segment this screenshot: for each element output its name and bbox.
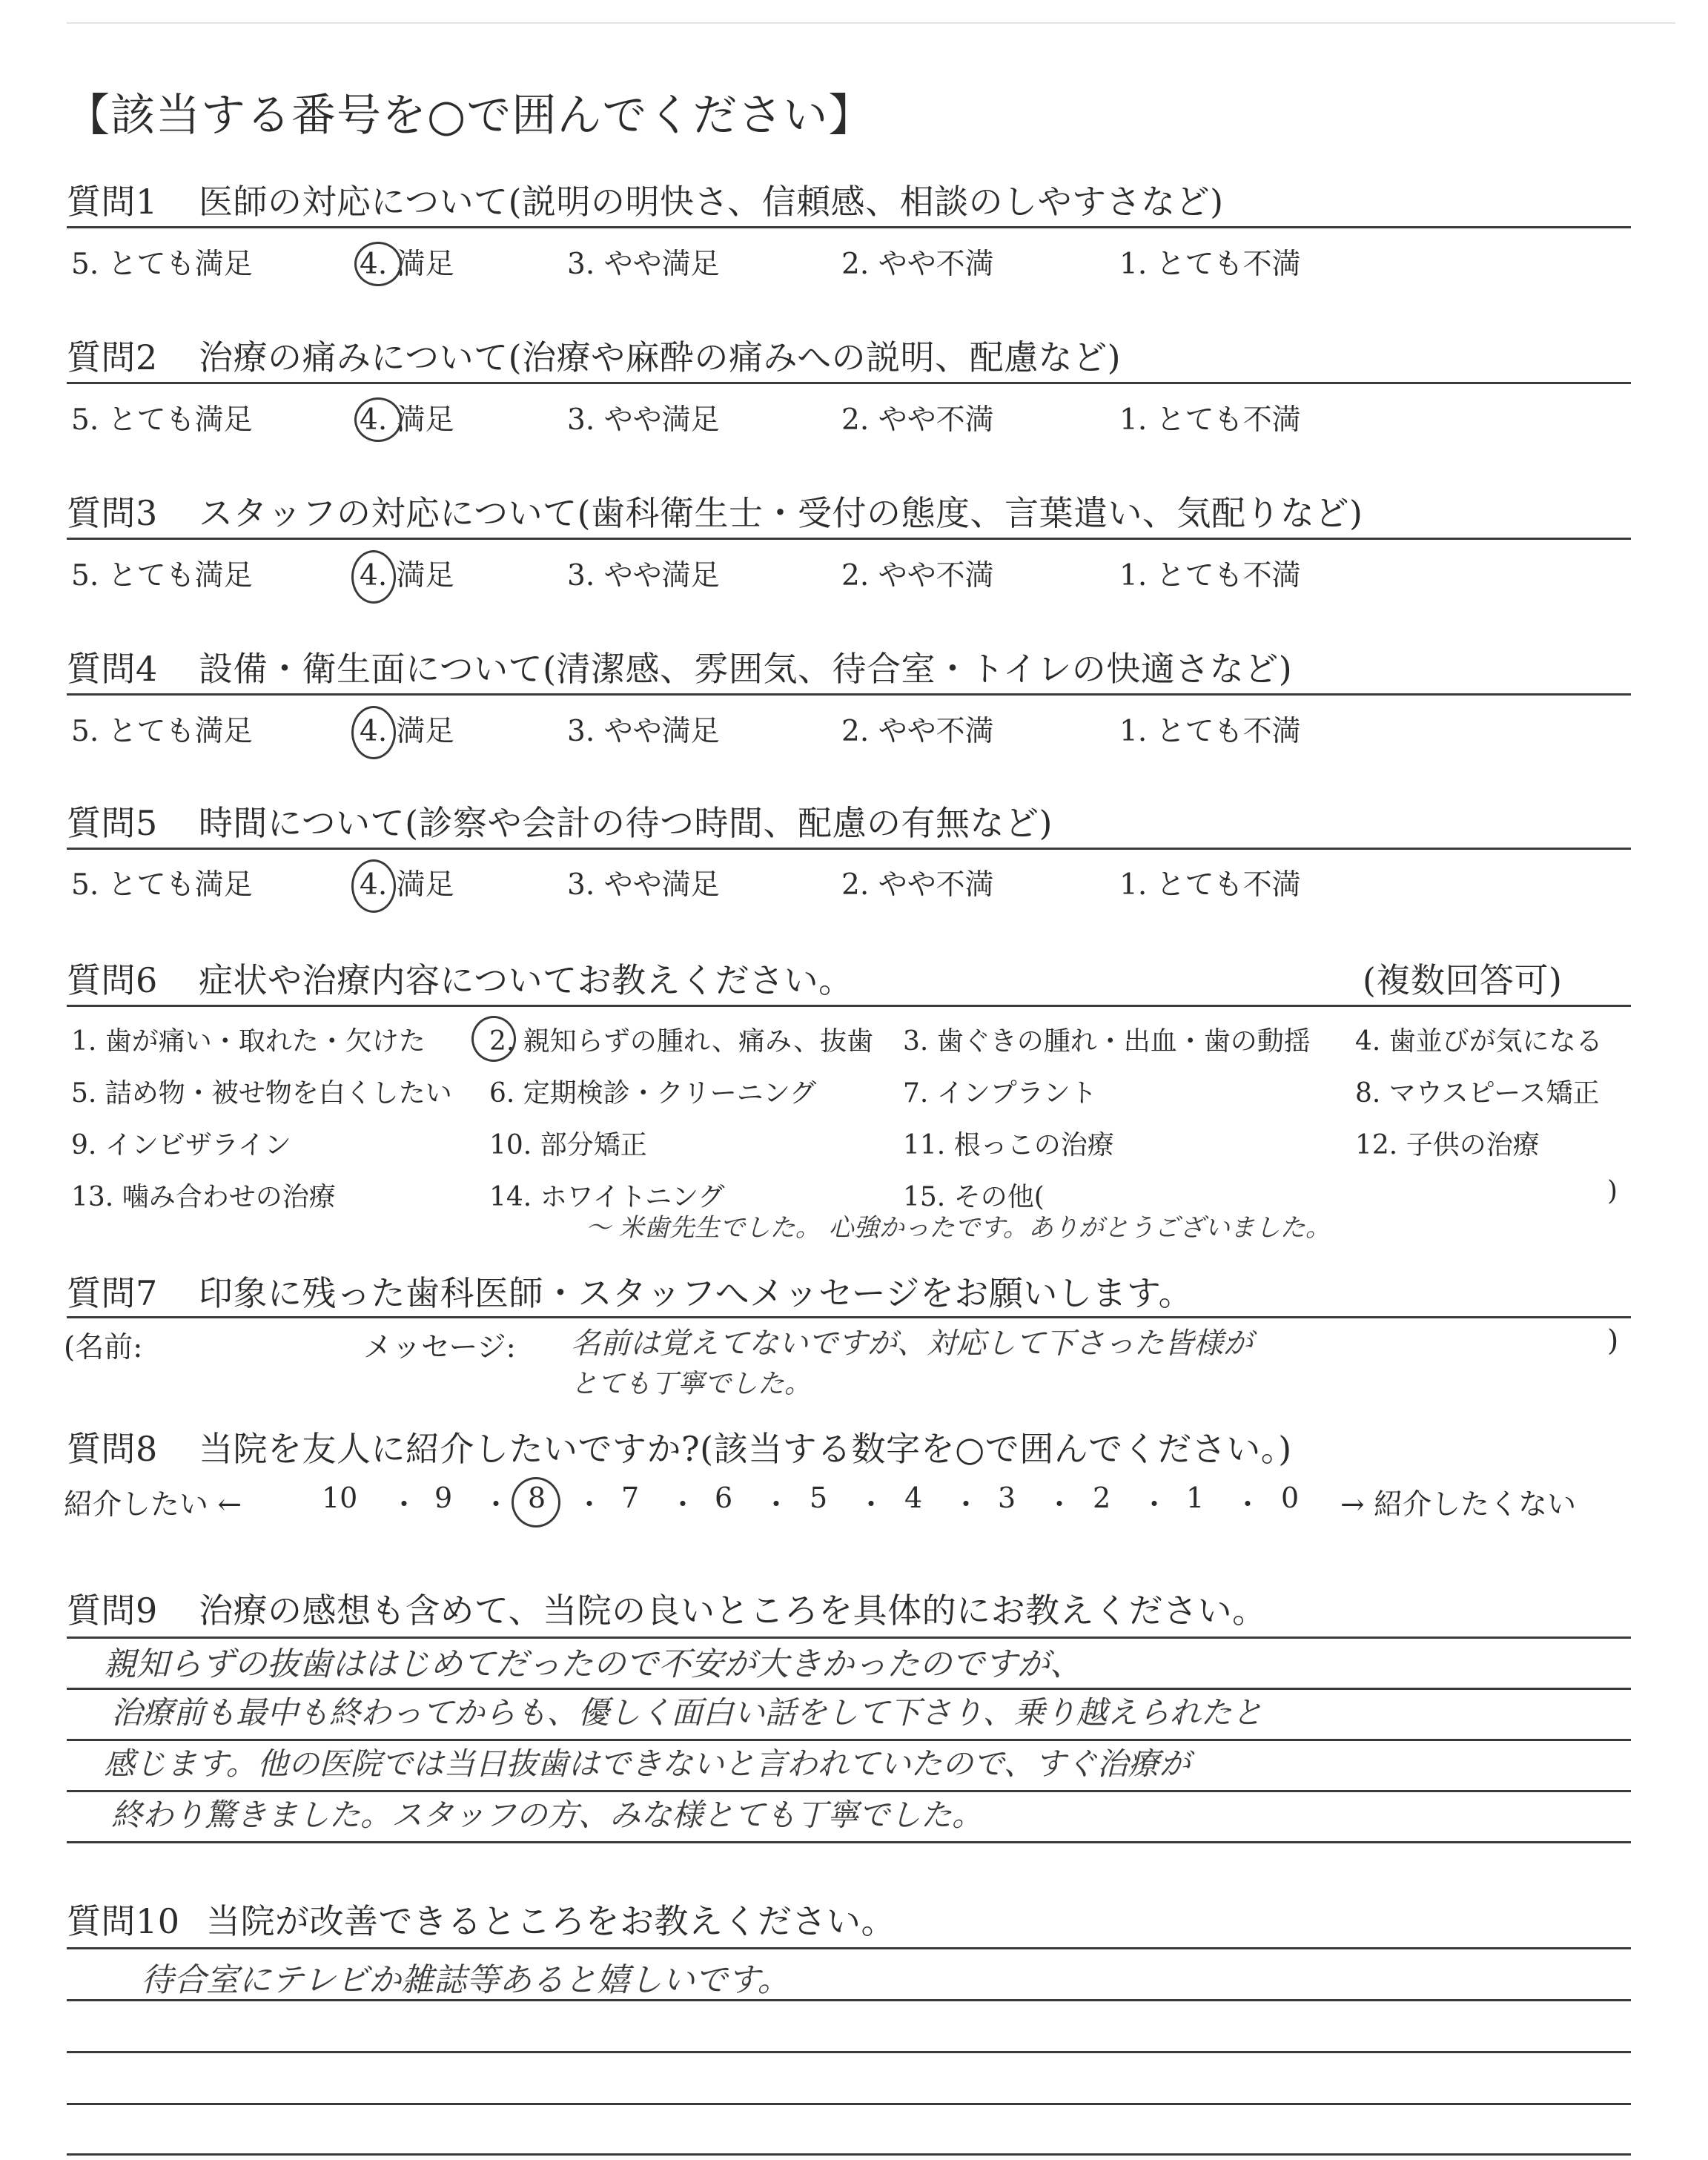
scale-value[interactable]: 10 (322, 1482, 358, 1514)
scale-separator: ・ (390, 1488, 419, 1521)
scale-value[interactable]: 6 (715, 1482, 733, 1514)
answer-line (67, 2051, 1631, 2053)
question-text: 時間について(診察や会計の待つ時間、配慮の有無など) (199, 803, 1053, 843)
answer-line (67, 1841, 1631, 1843)
option-2[interactable]: 2. やや不満 (841, 559, 994, 592)
scale-separator: ・ (482, 1488, 511, 1521)
question-rule (67, 693, 1631, 696)
handwritten-message-line[interactable]: とても丁寧でした。 (571, 1369, 812, 1399)
symptom-option[interactable]: 7. インプラント (903, 1078, 1097, 1109)
page-title: 【該当する番号を○で囲んでください】 (65, 90, 874, 142)
option-3[interactable]: 3. やや満足 (567, 868, 720, 902)
multiple-answers-note: (複数回答可) (1363, 960, 1563, 1000)
scale-separator: ・ (1045, 1488, 1074, 1521)
symptom-option[interactable]: 4. 歯並びが気になる (1355, 1026, 1603, 1057)
scale-value[interactable]: 1 (1186, 1482, 1205, 1514)
selected-circle-mark (354, 397, 402, 442)
scale-separator: ・ (1234, 1488, 1262, 1521)
question-text: 印象に残った歯科医師・スタッフへメッセージをお願いします。 (199, 1273, 1194, 1313)
handwritten-note-above: 〜 米歯先生でした。 心強かったです。ありがとうございました。 (586, 1213, 1331, 1243)
option-4[interactable]: 4. 満足 (360, 715, 454, 748)
question-text: 症状や治療内容についてお教えください。 (199, 960, 853, 1000)
question-rule (67, 226, 1631, 228)
scale-left-label: 紹介したい ← (64, 1488, 242, 1522)
question-label: 質問6 (67, 960, 158, 1000)
scale-value[interactable]: 9 (434, 1482, 453, 1514)
option-4[interactable]: 4. 満足 (360, 248, 454, 281)
option-1[interactable]: 1. とても不満 (1119, 248, 1301, 281)
handwritten-message-line[interactable]: 名前は覚えてないですが、対応して下さった皆様が (571, 1327, 1253, 1361)
symptom-option[interactable]: 2. 親知らずの腫れ、痛み、抜歯 (489, 1026, 874, 1057)
scale-separator: ・ (762, 1488, 791, 1521)
option-5[interactable]: 5. とても満足 (71, 715, 253, 748)
question-label: 質問7 (67, 1273, 158, 1313)
question-label: 質問1 (67, 182, 158, 222)
symptom-option[interactable]: 8. マウスピース矯正 (1355, 1078, 1600, 1109)
symptom-option[interactable]: 14. ホワイトニング (489, 1182, 725, 1212)
handwritten-answer-line[interactable]: 感じます。他の医院では当日抜歯はできないと言われていたので、すぐ治療が (104, 1745, 1191, 1782)
question-rule (67, 848, 1631, 850)
option-2[interactable]: 2. やや不満 (841, 248, 994, 281)
option-1[interactable]: 1. とても不満 (1119, 715, 1301, 748)
scale-value[interactable]: 7 (621, 1482, 640, 1514)
option-5[interactable]: 5. とても満足 (71, 559, 253, 592)
option-3[interactable]: 3. やや満足 (567, 559, 720, 592)
symptom-option[interactable]: 13. 噛み合わせの治療 (71, 1182, 336, 1212)
option-3[interactable]: 3. やや満足 (567, 248, 720, 281)
question-label: 質問10 (67, 1901, 180, 1941)
selected-circle-mark (471, 1016, 516, 1062)
other-close-paren: ) (1607, 1176, 1618, 1206)
scale-separator: ・ (1140, 1488, 1169, 1521)
question-label: 質問8 (67, 1429, 158, 1469)
question-rule (67, 382, 1631, 384)
symptom-option[interactable]: 5. 詰め物・被せ物を白くしたい (71, 1078, 452, 1109)
option-5[interactable]: 5. とても満足 (71, 403, 253, 437)
question-text: 当院が改善できるところをお教えください。 (206, 1901, 896, 1941)
selected-circle-mark (351, 706, 396, 759)
scale-separator: ・ (952, 1488, 981, 1521)
option-2[interactable]: 2. やや不満 (841, 715, 994, 748)
answer-line (67, 1947, 1631, 1949)
selected-circle-mark (351, 859, 396, 913)
message-close-paren: ) (1607, 1324, 1619, 1358)
top-divider (67, 22, 1675, 24)
selected-circle-mark (354, 242, 402, 286)
selected-circle-mark (351, 550, 396, 604)
question-label: 質問3 (67, 493, 158, 533)
option-4[interactable]: 4. 満足 (360, 868, 454, 902)
handwritten-answer-line[interactable]: 待合室にテレビか雑誌等あると嬉しいです。 (141, 1961, 790, 1999)
answer-line (67, 2153, 1631, 2156)
option-4[interactable]: 4. 満足 (360, 559, 454, 592)
handwritten-answer-line[interactable]: 親知らずの抜歯ははじめてだったので不安が大きかったのですが、 (104, 1645, 1082, 1683)
question-text: 当院を友人に紹介したいですか?(該当する数字を○で囲んでください。) (199, 1429, 1292, 1469)
handwritten-answer-line[interactable]: 終わり驚きました。スタッフの方、みな様とても丁寧でした。 (111, 1797, 984, 1833)
option-3[interactable]: 3. やや満足 (567, 715, 720, 748)
symptom-option[interactable]: 1. 歯が痛い・取れた・欠けた (71, 1026, 426, 1057)
scale-separator: ・ (669, 1488, 698, 1521)
option-1[interactable]: 1. とても不満 (1119, 868, 1301, 902)
scale-value[interactable]: 2 (1093, 1482, 1111, 1514)
scale-value[interactable]: 0 (1281, 1482, 1300, 1514)
question-label: 質問4 (67, 649, 158, 689)
question-label: 質問9 (67, 1591, 158, 1631)
answer-line (67, 2103, 1631, 2105)
symptom-option[interactable]: 10. 部分矯正 (489, 1130, 647, 1160)
option-3[interactable]: 3. やや満足 (567, 403, 720, 437)
question-text: スタッフの対応について(歯科衛生士・受付の態度、言葉遣い、気配りなど) (199, 493, 1363, 533)
symptom-option[interactable]: 12. 子供の治療 (1355, 1130, 1540, 1160)
option-2[interactable]: 2. やや不満 (841, 403, 994, 437)
question-label: 質問2 (67, 337, 158, 377)
scale-separator: ・ (857, 1488, 886, 1521)
scale-value[interactable]: 3 (998, 1482, 1016, 1514)
symptom-option[interactable]: 9. インビザライン (71, 1130, 291, 1160)
scale-right-label: → 紹介したくない (1340, 1488, 1577, 1522)
question-text: 治療の感想も含めて、当院の良いところを具体的にお教えください。 (199, 1591, 1267, 1631)
option-5[interactable]: 5. とても満足 (71, 248, 253, 281)
symptom-option[interactable]: 6. 定期検診・クリーニング (489, 1078, 817, 1109)
question-rule (67, 1316, 1631, 1318)
selected-circle-mark (512, 1477, 560, 1527)
option-1[interactable]: 1. とても不満 (1119, 403, 1301, 437)
name-label: (名前: (64, 1331, 143, 1364)
scale-value[interactable]: 4 (904, 1482, 923, 1514)
option-5[interactable]: 5. とても満足 (71, 868, 253, 902)
question-text: 医師の対応について(説明の明快さ、信頼感、相談のしやすさなど) (199, 182, 1224, 222)
question-label: 質問5 (67, 803, 158, 843)
option-2[interactable]: 2. やや不満 (841, 868, 994, 902)
message-label: メッセージ: (363, 1331, 516, 1364)
option-4[interactable]: 4. 満足 (360, 403, 454, 437)
handwritten-answer-line[interactable]: 治療前も最中も終わってからも、優しく面白い話をして下さり、乗り越えられたと (111, 1694, 1263, 1731)
scale-value[interactable]: 8 (528, 1482, 546, 1514)
question-text: 治療の痛みについて(治療や麻酔の痛みへの説明、配慮など) (199, 337, 1122, 377)
scale-separator: ・ (575, 1488, 604, 1521)
symptom-option[interactable]: 3. 歯ぐきの腫れ・出血・歯の動揺 (903, 1026, 1311, 1057)
question-rule (67, 538, 1631, 540)
symptom-option-other[interactable]: 15. その他( (903, 1182, 1045, 1212)
scale-value[interactable]: 5 (810, 1482, 828, 1514)
question-text: 設備・衛生面について(清潔感、雰囲気、待合室・トイレの快適さなど) (199, 649, 1293, 689)
question-rule (67, 1005, 1631, 1007)
symptom-option[interactable]: 11. 根っこの治療 (903, 1130, 1114, 1160)
option-1[interactable]: 1. とても不満 (1119, 559, 1301, 592)
